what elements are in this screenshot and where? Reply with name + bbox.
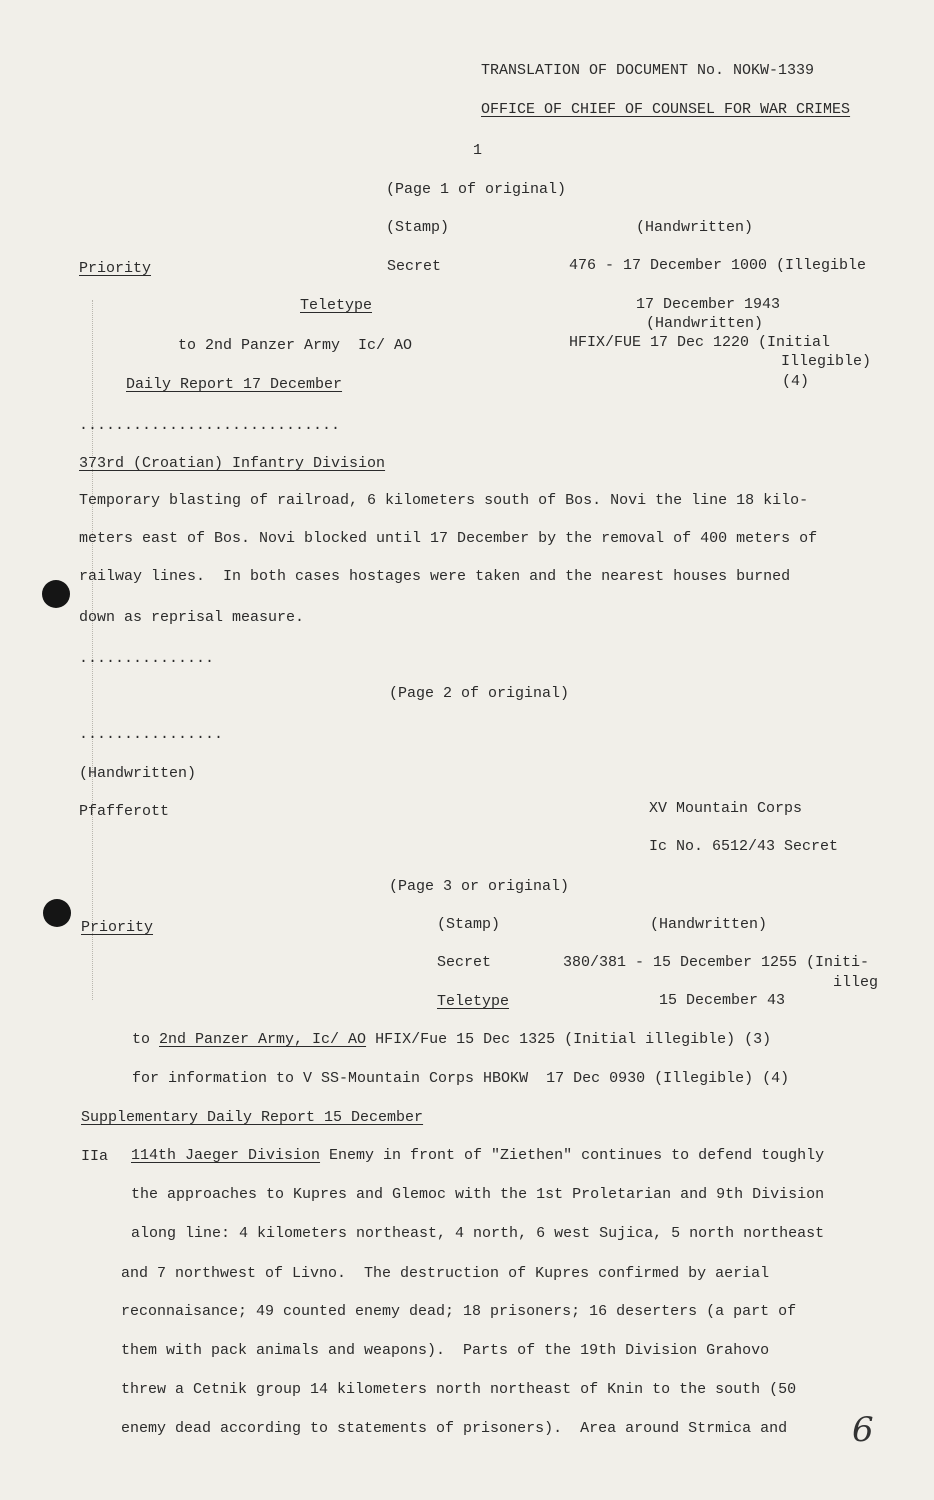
for-information-line: for information to V SS-Mountain Corps HBOKW 17 Dec 0930 (Illegible) (4) <box>132 1070 790 1087</box>
body-line: down as reprisal measure. <box>79 609 305 626</box>
ic-number-line: Ic No. 6512/43 Secret <box>649 838 839 855</box>
original-page-2: (Page 2 of original) <box>389 685 570 702</box>
number-four: (4) <box>782 373 810 390</box>
hfix-line: HFIX/FUE 17 Dec 1220 (Initial <box>569 334 831 351</box>
addressee-prefix: to <box>132 1031 160 1048</box>
dot-separator-2: ............... <box>79 650 215 667</box>
division-heading-2: 114th Jaeger Division <box>131 1147 321 1164</box>
punch-hole-top <box>42 580 70 608</box>
corps-line: XV Mountain Corps <box>649 800 803 817</box>
date-line: 17 December 1943 <box>636 296 781 313</box>
body-line: threw a Cetnik group 14 kilometers north northeast of Knin to the south (50 <box>121 1381 797 1398</box>
translation-line: TRANSLATION OF DOCUMENT No. NOKW-1339 <box>481 62 815 79</box>
section-label: IIa <box>81 1148 109 1165</box>
body-line: and 7 northwest of Livno. The destruction of Kupres confirmed by aerial <box>121 1265 770 1282</box>
body-line: reconnaisance; 49 counted enemy dead; 18 prisoners; 16 deserters (a part of <box>121 1303 797 1320</box>
body-line: meters east of Bos. Novi blocked until 17 December by the removal of 400 meters of <box>79 530 818 547</box>
body-line: them with pack animals and weapons). Parts of the 19th Division Grahovo <box>121 1342 770 1359</box>
body-line: along line: 4 kilometers northeast, 4 north, 6 west Sujica, 5 north northeast <box>131 1225 825 1242</box>
original-page-1: (Page 1 of original) <box>386 181 567 198</box>
handwritten-label-3: (Handwritten) <box>79 765 197 782</box>
secret-label: Secret <box>387 258 442 275</box>
handwritten-label: (Handwritten) <box>636 219 754 236</box>
body-line: railway lines. In both cases hostages were taken and the nearest houses burned <box>79 568 791 585</box>
addressee-rest: HFIX/Fue 15 Dec 1325 (Initial illegible) (3) <box>366 1031 772 1048</box>
illegible-line: Illegible) <box>781 353 872 370</box>
body-line: Temporary blasting of railroad, 6 kilometers south of Bos. Novi the line 18 kilo- <box>79 492 809 509</box>
dot-separator-3: ................ <box>79 726 224 743</box>
supplementary-report-heading: Supplementary Daily Report 15 December <box>81 1109 424 1126</box>
addressee-line: to 2nd Panzer Army Ic/ AO <box>178 337 413 354</box>
handwritten-page-mark: 6 <box>852 1410 874 1450</box>
handwritten-number-2: 380/381 - 15 December 1255 (Initi- <box>563 954 870 971</box>
handwritten-label-4: (Handwritten) <box>650 916 768 933</box>
date-line-2: 15 December 43 <box>659 992 786 1009</box>
priority-label: Priority <box>79 260 152 277</box>
section-first-line <box>131 1147 824 1165</box>
teletype-label: Teletype <box>300 297 373 314</box>
page-number: 1 <box>473 142 483 159</box>
handwritten-label-2: (Handwritten) <box>646 315 764 332</box>
body-line: the approaches to Kupres and Glemoc with the 1st Proletarian and 9th Division <box>131 1186 825 1203</box>
body-line: enemy dead according to statements of prisoners). Area around Strmica and <box>121 1420 788 1437</box>
stamp-label-2: (Stamp) <box>437 916 501 933</box>
teletype-label-2: Teletype <box>437 993 510 1010</box>
priority-label-2: Priority <box>81 919 154 936</box>
daily-report-heading: Daily Report 17 December <box>126 376 343 393</box>
division-heading: 373rd (Croatian) Infantry Division <box>79 455 386 472</box>
signature-name: Pfafferott <box>79 803 170 820</box>
illeg-line: illeg <box>833 974 879 991</box>
secret-label-2: Secret <box>437 954 492 971</box>
handwritten-number: 476 - 17 December 1000 (Illegible <box>569 257 867 274</box>
original-page-3: (Page 3 or original) <box>389 878 570 895</box>
stamp-label: (Stamp) <box>386 219 450 236</box>
section-text: Enemy in front of "Ziethen" continues to defend toughly <box>320 1147 825 1164</box>
dot-separator-1: ............................. <box>79 417 341 434</box>
punch-hole-bottom <box>43 899 71 927</box>
office-line: OFFICE OF CHIEF OF COUNSEL FOR WAR CRIMES <box>481 101 851 118</box>
addressee-line-2 <box>132 1031 771 1049</box>
addressee-army: 2nd Panzer Army, Ic/ AO <box>159 1031 367 1048</box>
